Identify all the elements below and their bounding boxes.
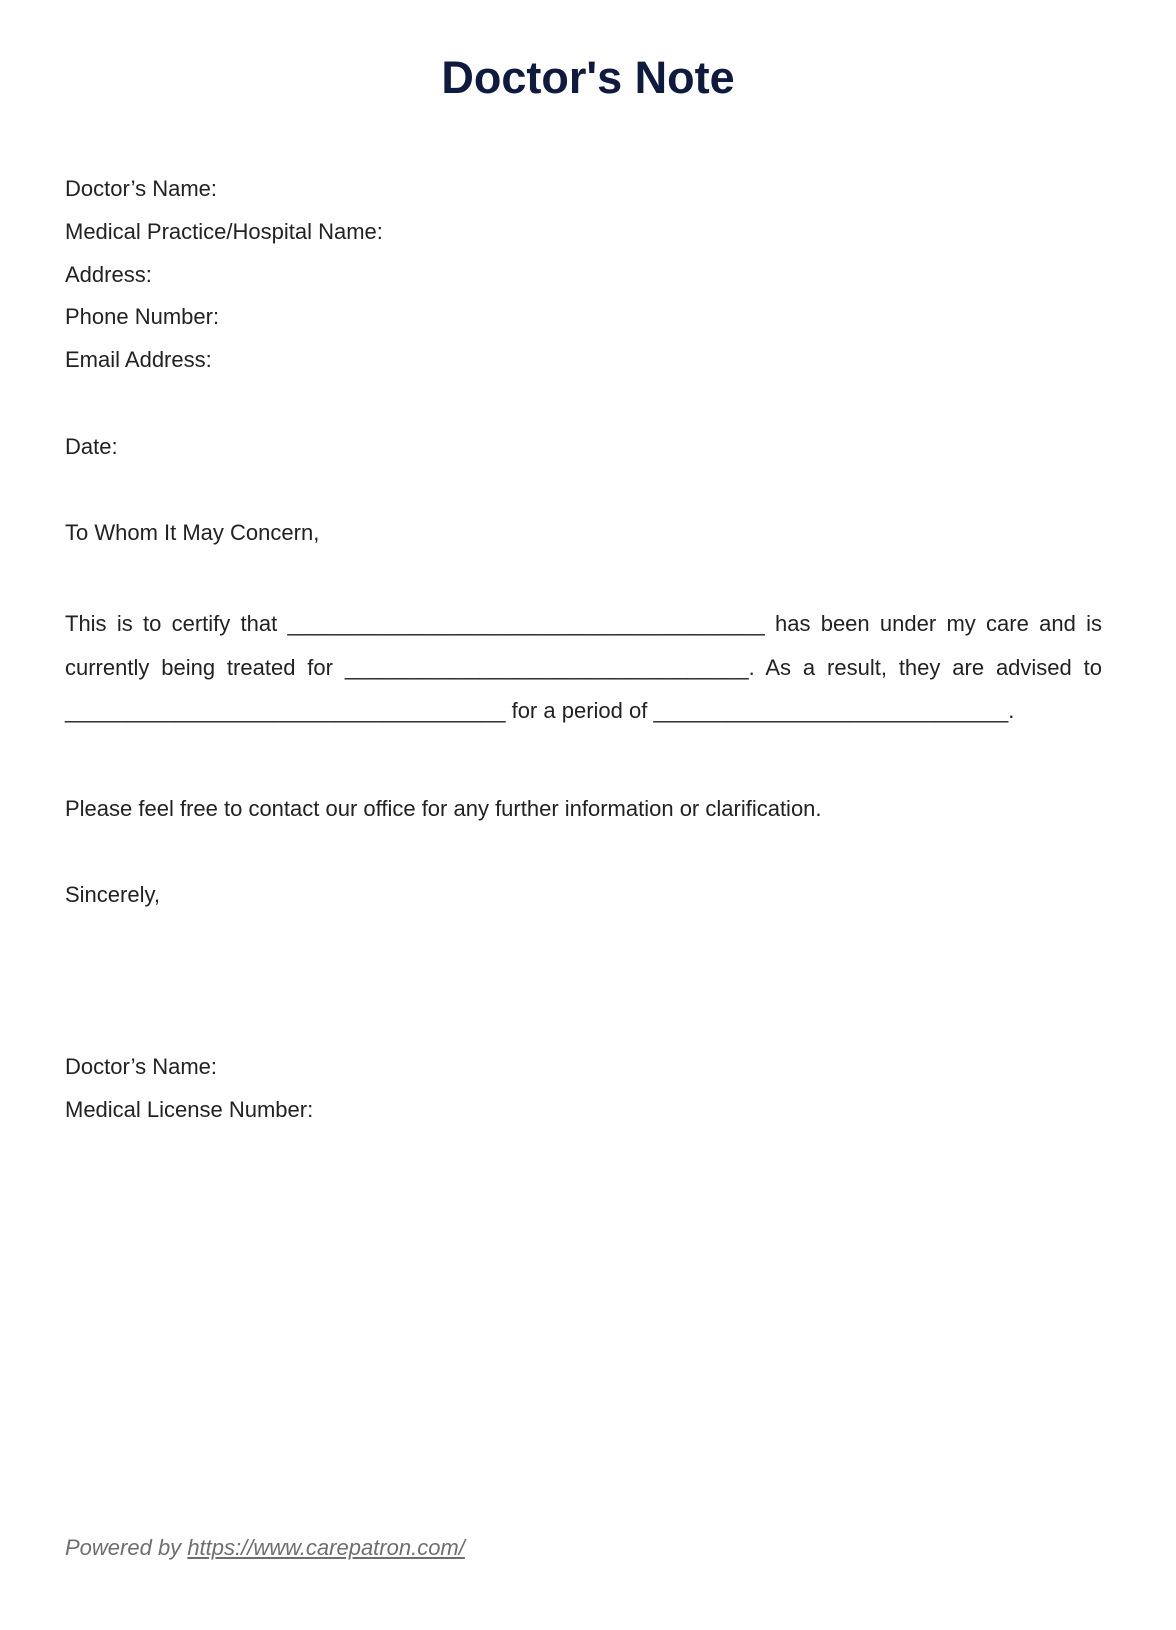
certification-paragraph: This is to certify that _______________________________________ has been under my care and is currently being treated for _________________________________. As a result, they are advised to ____________________________________ for a period of _____________________________.: [65, 611, 1102, 723]
phone-number-label: Phone Number:: [65, 304, 220, 329]
closing: Sincerely,: [65, 882, 160, 907]
footer-prefix: Powered by: [65, 1535, 182, 1560]
medical-license-number-label: Medical License Number:: [65, 1097, 314, 1122]
doctor-name-label: Doctor’s Name:: [65, 176, 218, 201]
email-address-label: Email Address:: [65, 347, 212, 372]
signature-doctor-name-label: Doctor’s Name:: [65, 1054, 218, 1079]
footer: [65, 1533, 465, 1563]
address-label: Address:: [65, 262, 152, 287]
contact-paragraph: Please feel free to contact our office for any further information or clarification.: [65, 796, 822, 821]
page-title: Doctor's Note: [441, 52, 735, 103]
salutation: To Whom It May Concern,: [65, 520, 320, 545]
practice-name-label: Medical Practice/Hospital Name:: [65, 219, 383, 244]
carepatron-link[interactable]: https://www.carepatron.com/: [187, 1535, 465, 1560]
date-label: Date:: [65, 434, 118, 459]
